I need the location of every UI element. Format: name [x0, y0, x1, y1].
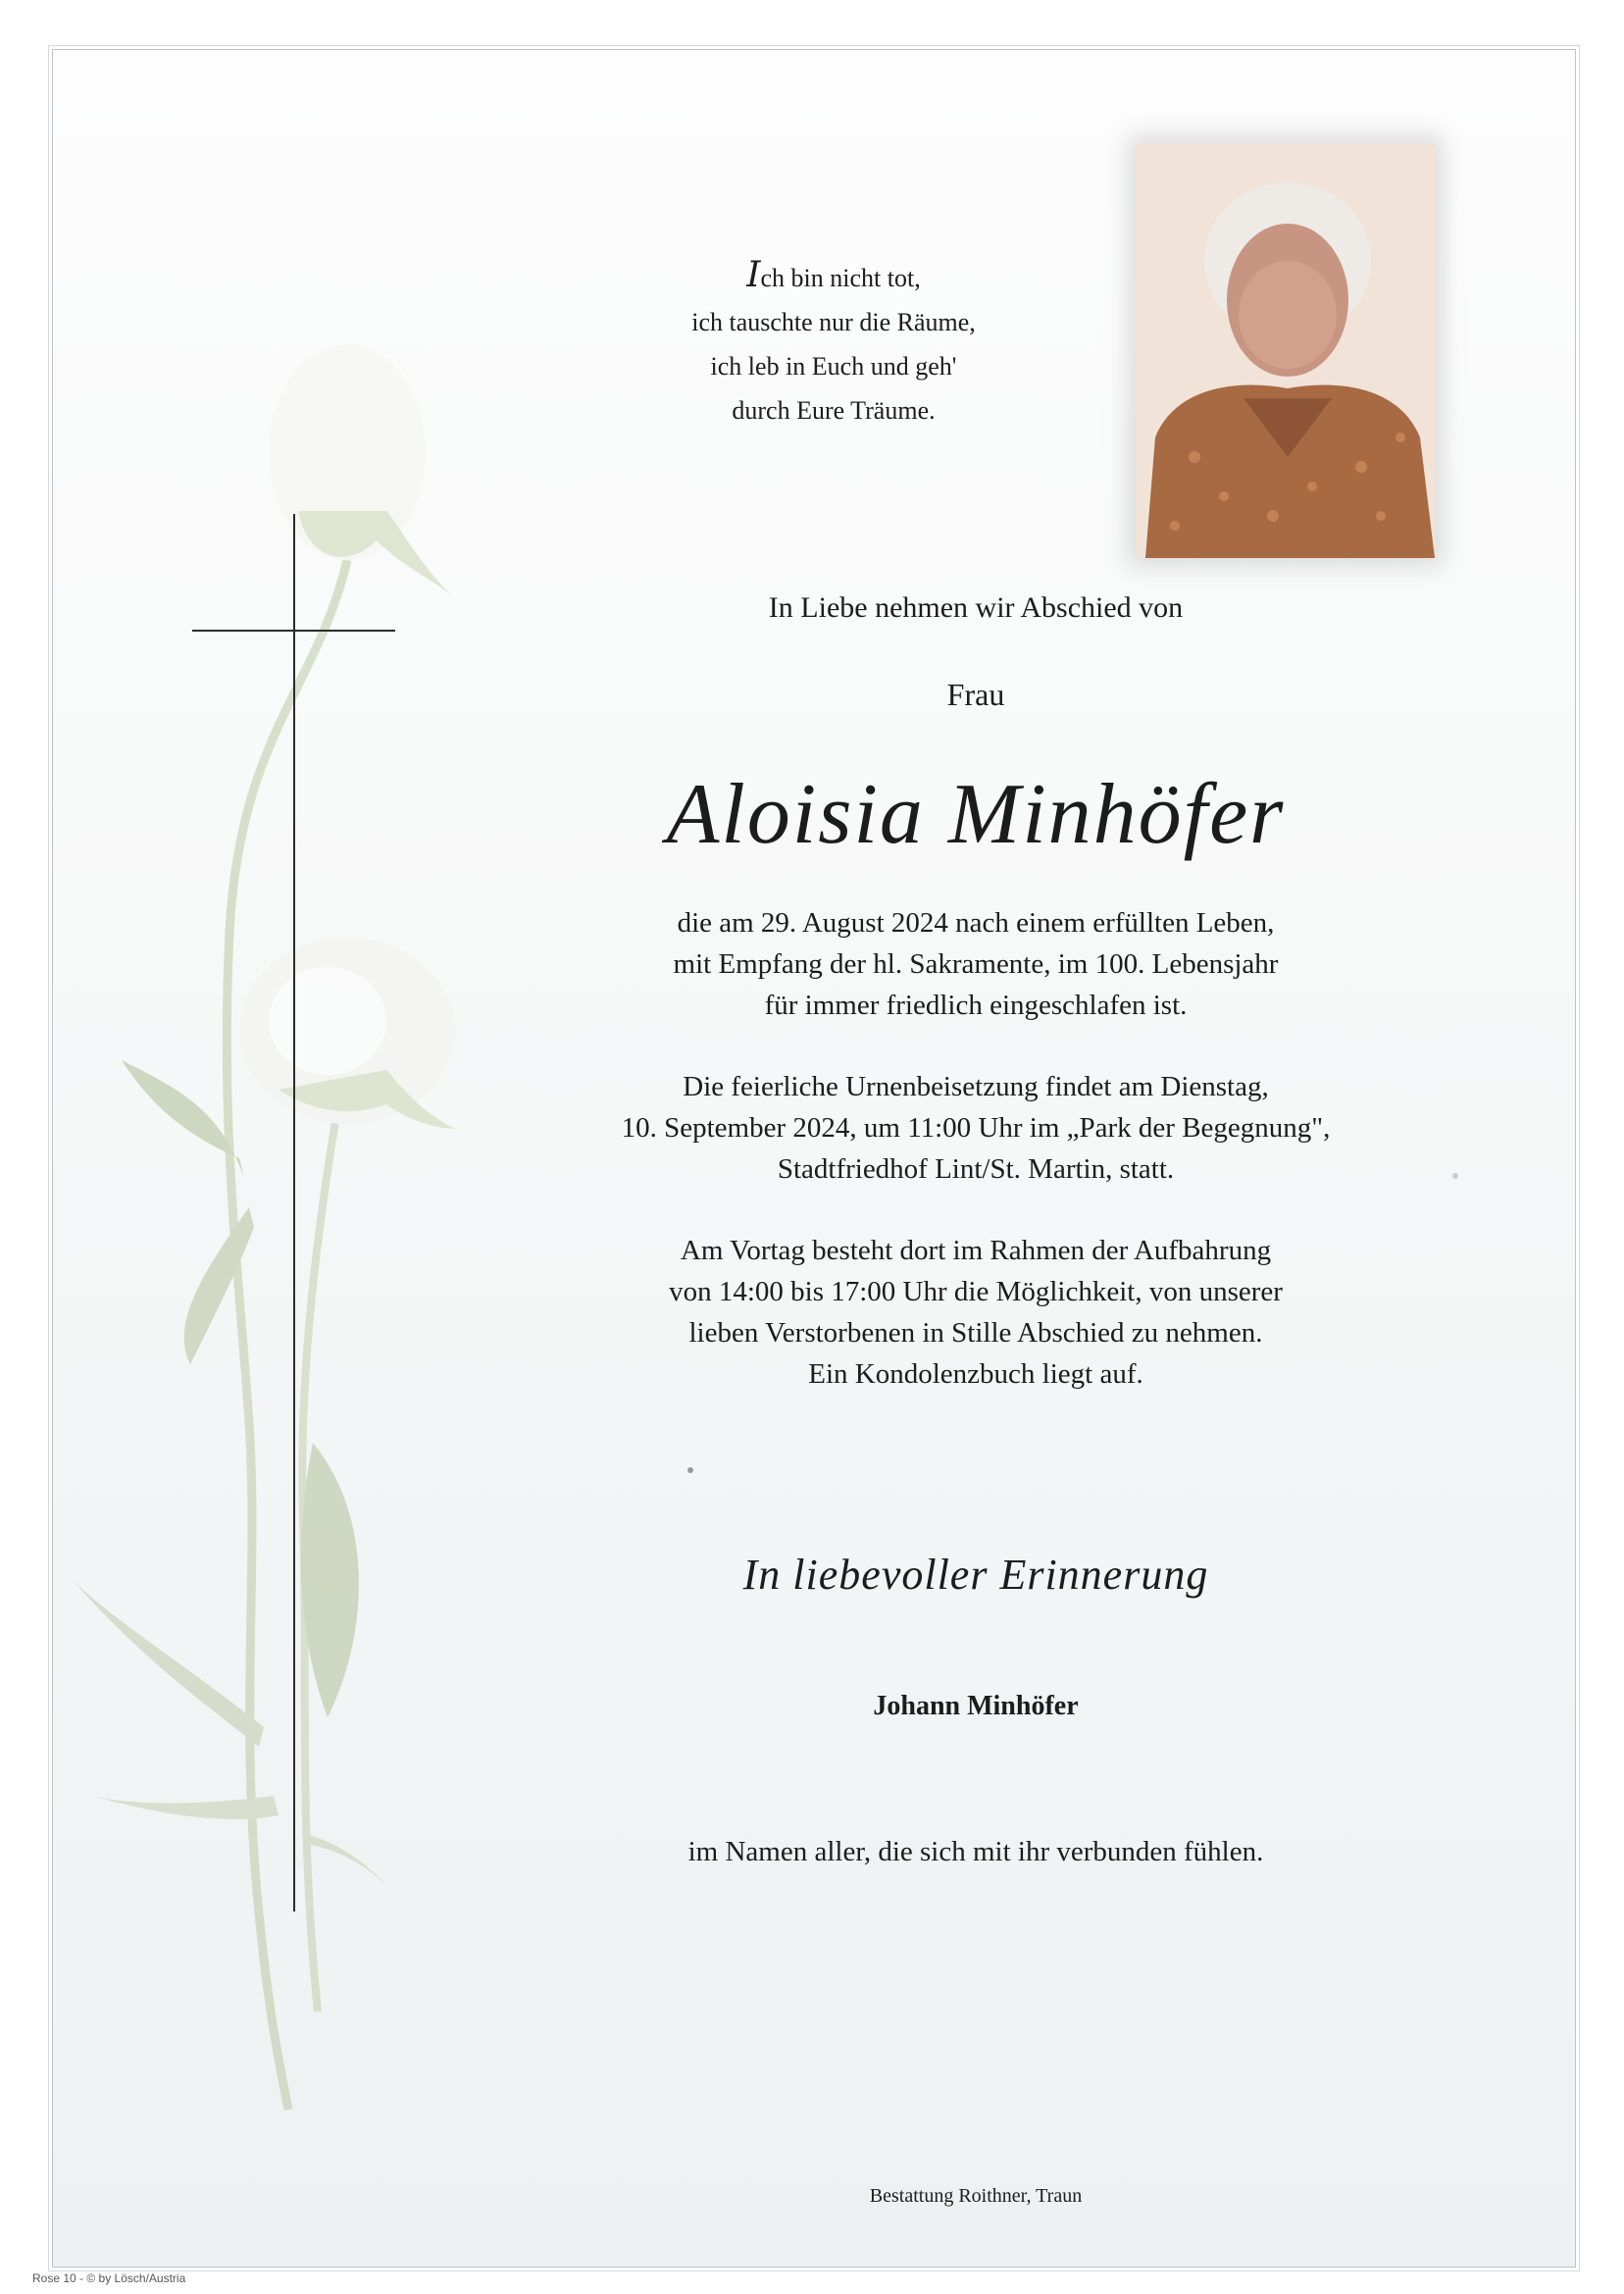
poem-initial: I — [746, 255, 761, 295]
deceased-name: Aloisia Minhöfer — [666, 767, 1286, 862]
paragraph-line: Am Vortag besteht dort im Rahmen der Aufbahrung — [680, 1235, 1272, 1266]
closing-line: im Namen aller, die sich mit ihr verbunden fühlen. — [687, 1836, 1264, 1867]
paragraph-line: Ein Kondolenzbuch liegt auf. — [808, 1358, 1143, 1390]
paragraph-line: von 14:00 bis 17:00 Uhr die Möglichkeit, von unserer — [669, 1276, 1283, 1307]
mourner-name: Johann Minhöfer — [873, 1691, 1079, 1721]
print-speck — [1452, 1173, 1458, 1179]
paragraph-line: mit Empfang der hl. Sakramente, im 100. Lebensjahr — [673, 948, 1279, 980]
salutation: Frau — [946, 677, 1005, 712]
poem-line-1 — [588, 253, 1079, 300]
viewing-paragraph — [510, 1230, 1442, 1395]
cross-icon — [293, 514, 295, 1912]
portrait-image — [1136, 143, 1435, 558]
white-rose-illustration — [53, 50, 563, 2267]
passing-paragraph — [510, 902, 1442, 1026]
poem-line-3: ich leb in Euch und geh' — [710, 352, 957, 381]
burial-paragraph — [510, 1066, 1442, 1190]
print-speck — [687, 1467, 693, 1473]
paragraph-line: die am 29. August 2024 nach einem erfüllten Leben, — [677, 907, 1275, 939]
poem-line-4: durch Eure Träume. — [732, 396, 936, 425]
paragraph-line: lieben Verstorbenen in Stille Abschied zu nehmen. — [688, 1317, 1263, 1349]
portrait-photo — [1136, 143, 1435, 558]
undertaker-name: Bestattung Roithner, Traun — [869, 2185, 1083, 2207]
memory-heading: In liebevoller Erinnerung — [742, 1551, 1209, 1599]
design-credit: Rose 10 - © by Lösch/Austria — [32, 2271, 186, 2285]
paragraph-line: Stadtfriedhof Lint/St. Martin, statt. — [777, 1153, 1175, 1185]
poem-line-2: ich tauschte nur die Räume, — [691, 308, 976, 336]
poem-line-1-text: ch bin nicht tot, — [760, 264, 921, 292]
paragraph-line: 10. September 2024, um 11:00 Uhr im „Park der Begegnung", — [621, 1112, 1331, 1144]
paragraph-line: für immer friedlich eingeschlafen ist. — [764, 990, 1188, 1021]
farewell-intro: In Liebe nehmen wir Abschied von — [768, 591, 1184, 624]
cross-icon-crossbar — [192, 630, 395, 632]
paragraph-line: Die feierliche Urnenbeisetzung findet am Dienstag, — [683, 1071, 1269, 1102]
poem — [588, 253, 1079, 433]
